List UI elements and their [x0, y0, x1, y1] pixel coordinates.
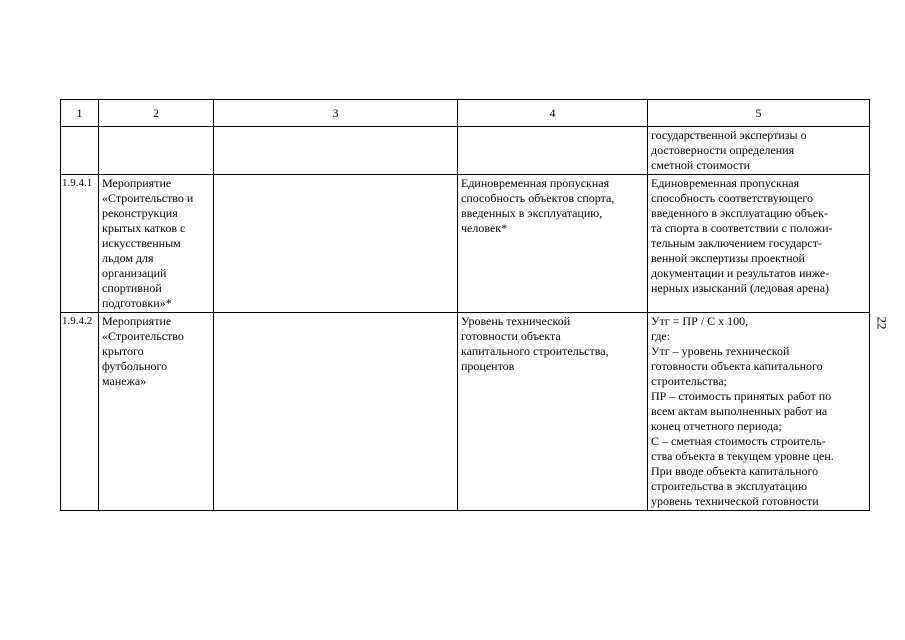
- cell-line: готовности объекта: [461, 329, 561, 343]
- cell-line: всем актам выполненных работ на: [651, 404, 828, 418]
- cell-line: тельным заключением государст-: [651, 236, 822, 250]
- cell-line: Уровень технической: [461, 314, 571, 328]
- header-row: [61, 100, 870, 127]
- cell-line: строительства в эксплуатацию: [651, 479, 808, 493]
- cell-line: При вводе объекта капитального: [651, 464, 819, 478]
- cell-line: нерных изысканий (ледовая арена): [651, 281, 830, 295]
- cell-line: Утг = ПР / С х 100,: [651, 314, 749, 328]
- table-row: [61, 175, 870, 313]
- header-cell-2: 2: [99, 100, 214, 127]
- indicators-table: [60, 99, 870, 511]
- row-number-cell: 1.9.4.1: [61, 175, 99, 313]
- row-number-cell: [61, 127, 99, 175]
- table-row: [61, 313, 870, 511]
- indicator-name-cell: [458, 313, 648, 511]
- cell-line: процентов: [461, 359, 515, 373]
- cell-line: «Строительство: [102, 329, 184, 343]
- cell-line: С – сметная стоимость строитель-: [651, 434, 826, 448]
- cell-line: льдом для: [102, 251, 154, 265]
- cell-line: государственной экспертизы о: [651, 128, 807, 142]
- cell-line: готовности объекта капитального: [651, 359, 823, 373]
- cell-line: спортивной: [102, 281, 162, 295]
- cell-line: футбольного: [102, 359, 168, 373]
- empty-cell: [214, 175, 458, 313]
- cell-line: где:: [651, 329, 671, 343]
- header-cell-1: 1: [61, 100, 99, 127]
- cell-line: капитального строительства,: [461, 344, 609, 358]
- cell-line: способность соответствующего: [651, 191, 813, 205]
- table-row: [61, 127, 870, 175]
- cell-line: «Строительство и: [102, 191, 194, 205]
- cell-line: Утг – уровень технической: [651, 344, 790, 358]
- cell-line: та спорта в соответствии с положи-: [651, 221, 833, 235]
- indicator-name-cell: [458, 127, 648, 175]
- header-cell-5: 5: [648, 100, 870, 127]
- cell-line: строительства;: [651, 374, 727, 388]
- event-name-cell: [99, 313, 214, 511]
- cell-line: венной экспертизы проектной: [651, 251, 805, 265]
- cell-line: достоверности определения: [651, 143, 795, 157]
- cell-line: документации и результатов инже-: [651, 266, 830, 280]
- cell-line: манежа»: [102, 374, 147, 388]
- empty-cell: [214, 127, 458, 175]
- cell-line: организаций: [102, 266, 167, 280]
- header-cell-3: 3: [214, 100, 458, 127]
- cell-line: ПР – стоимость принятых работ по: [651, 389, 832, 403]
- cell-line: способность объектов спорта,: [461, 191, 615, 205]
- header-cell-4: 4: [458, 100, 648, 127]
- cell-line: Единовременная пропускная: [651, 176, 800, 190]
- event-name-cell: [99, 175, 214, 313]
- cell-line: Мероприятие: [102, 314, 172, 328]
- cell-line: введенного в эксплуатацию объек-: [651, 206, 828, 220]
- cell-line: человек*: [461, 221, 508, 235]
- cell-line: сметной стоимости: [651, 158, 751, 172]
- calculation-method-cell: [648, 313, 870, 511]
- calculation-method-cell: [648, 127, 870, 175]
- empty-cell: [214, 313, 458, 511]
- cell-line: искусственным: [102, 236, 181, 250]
- cell-line: реконструкция: [102, 206, 178, 220]
- cell-line: крытых катков с: [102, 221, 186, 235]
- row-number-cell: 1.9.4.2: [61, 313, 99, 511]
- event-name-cell: [99, 127, 214, 175]
- cell-line: ства объекта в текущем уровне цен.: [651, 449, 834, 463]
- cell-line: Единовременная пропускная: [461, 176, 610, 190]
- calculation-method-cell: [648, 175, 870, 313]
- cell-line: введенных в эксплуатацию,: [461, 206, 603, 220]
- cell-line: конец отчетного периода;: [651, 419, 782, 433]
- cell-line: подготовки»*: [102, 296, 172, 310]
- indicator-name-cell: [458, 175, 648, 313]
- cell-line: уровень технической готовности: [651, 494, 819, 508]
- cell-line: крытого: [102, 344, 144, 358]
- page-number: 22: [874, 316, 890, 330]
- cell-line: Мероприятие: [102, 176, 172, 190]
